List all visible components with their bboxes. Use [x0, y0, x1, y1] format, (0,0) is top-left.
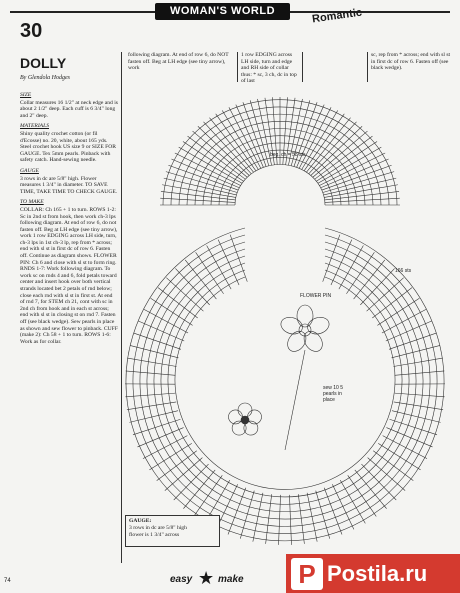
petal-shape [300, 328, 326, 355]
cuff-row-arc [161, 263, 412, 504]
make-logo-text: make [218, 574, 244, 585]
stitch-line [236, 105, 264, 168]
size-text: Collar measures 16 1/2" at neck edge and is about 2 1/2" deep. Each cuff is 6 3/4" long and 2" deep. [20, 99, 118, 119]
page-number: 74 [4, 578, 11, 584]
cuff-row-arc [147, 249, 423, 519]
top-column-2: 1 row EDGING across LH side, turn and edge and RH side of collar thus: * sc, 3 ch, dc in top of last [241, 52, 297, 85]
collar-chart [160, 97, 400, 205]
small-petal-shape [238, 403, 252, 417]
stitch-line [324, 178, 397, 195]
stitch-line [137, 428, 183, 447]
stitch-line [323, 235, 340, 282]
stitch-line [372, 288, 412, 318]
stitch-line [164, 178, 237, 195]
easy-logo-text: easy [170, 574, 193, 585]
stitch-line [129, 411, 178, 423]
flower-label: FLOWER PIN [300, 293, 332, 299]
article-title: DOLLY [20, 55, 67, 71]
materials-heading: MATERIALS [20, 123, 50, 130]
stitch-line [266, 494, 272, 544]
flower-chart [228, 305, 331, 450]
collar-length-label: 166 sts [395, 268, 412, 274]
stitch-line [250, 100, 269, 165]
section-label: Romantic [311, 6, 363, 26]
gauge-box-line: flower is 1 3/4" across [129, 532, 180, 538]
collar-width-label: beg. ch = 58 sts [270, 152, 306, 158]
stitch-line [134, 333, 181, 349]
pearl-dot [241, 416, 249, 424]
magazine-banner: WOMAN'S WORLD [155, 3, 290, 20]
stitch-line [331, 240, 352, 285]
cuff-row-arc [175, 277, 395, 489]
gauge-box [125, 515, 220, 547]
stitch-line [175, 268, 209, 304]
materials-text: Shiny quality crochet cotton (or fil d'Ecosse) no. 20, white, about 165 yds. Steel crochet hook US size 9 or SIZE FOR GAUGE. Tex 5mm pearls. Pinback with safety catch. Hand-sewing needle. [20, 130, 117, 164]
pearls-label: sew 10 5 pearls in place [323, 385, 344, 403]
stitch-line [298, 494, 304, 544]
gauge-box-line: 3 rows in dc are 5/8" high [129, 525, 187, 531]
stitch-line [168, 165, 238, 190]
stitch-line [316, 491, 330, 539]
article-byline: By Glendola Hodges [20, 75, 70, 81]
stitch-line [196, 252, 224, 293]
cuff-row-arc [154, 256, 416, 512]
gauge-box-title: GAUGE: [129, 518, 152, 524]
stitch-line [322, 165, 392, 190]
stitch-line [185, 260, 216, 299]
stitch-line [346, 252, 374, 293]
petal-shape [284, 328, 310, 355]
top-column-1: following diagram. At end of row 6, do NOT fasten off. Beg at LH edge (see tiny arrow), work [128, 52, 229, 72]
stitch-line [165, 458, 203, 491]
to-make-heading: TO MAKE [20, 199, 44, 206]
stitch-line [395, 393, 445, 397]
stitch-line [230, 235, 247, 282]
stitch-line [360, 268, 394, 304]
stitch-line [373, 451, 413, 481]
cuff-row-arc [133, 235, 437, 534]
size-heading: SIZE [20, 92, 32, 98]
stitch-line [125, 393, 175, 397]
stitch-line [218, 240, 239, 285]
stitch-line [354, 260, 385, 299]
cuff-row-arc [168, 270, 402, 497]
cuff-row-arc [140, 242, 430, 526]
stitch-line [240, 491, 254, 539]
stitch-line [158, 288, 198, 318]
stitch-line [389, 333, 436, 349]
cuff-circle-chart [125, 228, 445, 545]
stitch-line [340, 480, 365, 523]
stitch-line [279, 495, 281, 545]
postila-logo-icon: P [291, 558, 323, 590]
stitch-line [289, 495, 291, 545]
star-icon: ★ [198, 568, 215, 588]
watermark-text: Postila.ru [327, 560, 428, 586]
stitch-line [368, 458, 406, 491]
watermark[interactable] [286, 554, 460, 593]
top-column-3: sc, rep from * across; end with sl st in first dc of row 6. Fasten off (see black wedge). [371, 52, 451, 72]
stitch-line [382, 309, 426, 333]
stitch-line [144, 309, 188, 333]
article-number: 30 [20, 20, 43, 42]
gauge-text: 3 rows in dc are 5/8" high. Flower measures 1 3/4" in diameter. TO SAVE TIME, TAKE TIME TO CHECK GAUGE. [20, 175, 118, 195]
gauge-heading: GAUGE [20, 167, 39, 174]
stitch-line [392, 411, 441, 423]
to-make-text: COLLAR: Ch 165 + 1 to turn. ROWS 1-2: Sc in 2nd st from hook, then work ch-3 lps following diagram. At end of row 6, do not fasten off. Beg at LH edge (see tiny arrow), work 1 row EDGING across LH side, turn, ch-3 lps in 1st ch-3 lp, rep from * across; end with sl st in first dc of row 6. Fasten off. Continue as diagram shows. FLOWER PIN: Ch 6 and close with sl st to form ring. RNDS 1-7: Work following diagram. To work sc on rnds 4 and 6, fold petals toward center and insert hook over both vertical strands located bet 2 petals of rnd below; close each rnd with sl st in first st. At end of rnd 7, for STEM ch 21, cont with sc in 2nd ch from hook and in each st across; end with sl st in closing st on rnd 7. Fasten off (see black wedge). Sew pearls in place as shown and sew flower to pinback. CUFF (make 2): Ch 58 + 1 to turn. ROWS 1-6: Work as for collar. [20, 206, 118, 345]
stitch-line [386, 428, 432, 447]
flower-stem [285, 350, 305, 450]
stitch-line [157, 451, 197, 481]
stitch-line [332, 484, 354, 529]
stitch-line [130, 345, 178, 357]
stitch-line [392, 345, 440, 357]
